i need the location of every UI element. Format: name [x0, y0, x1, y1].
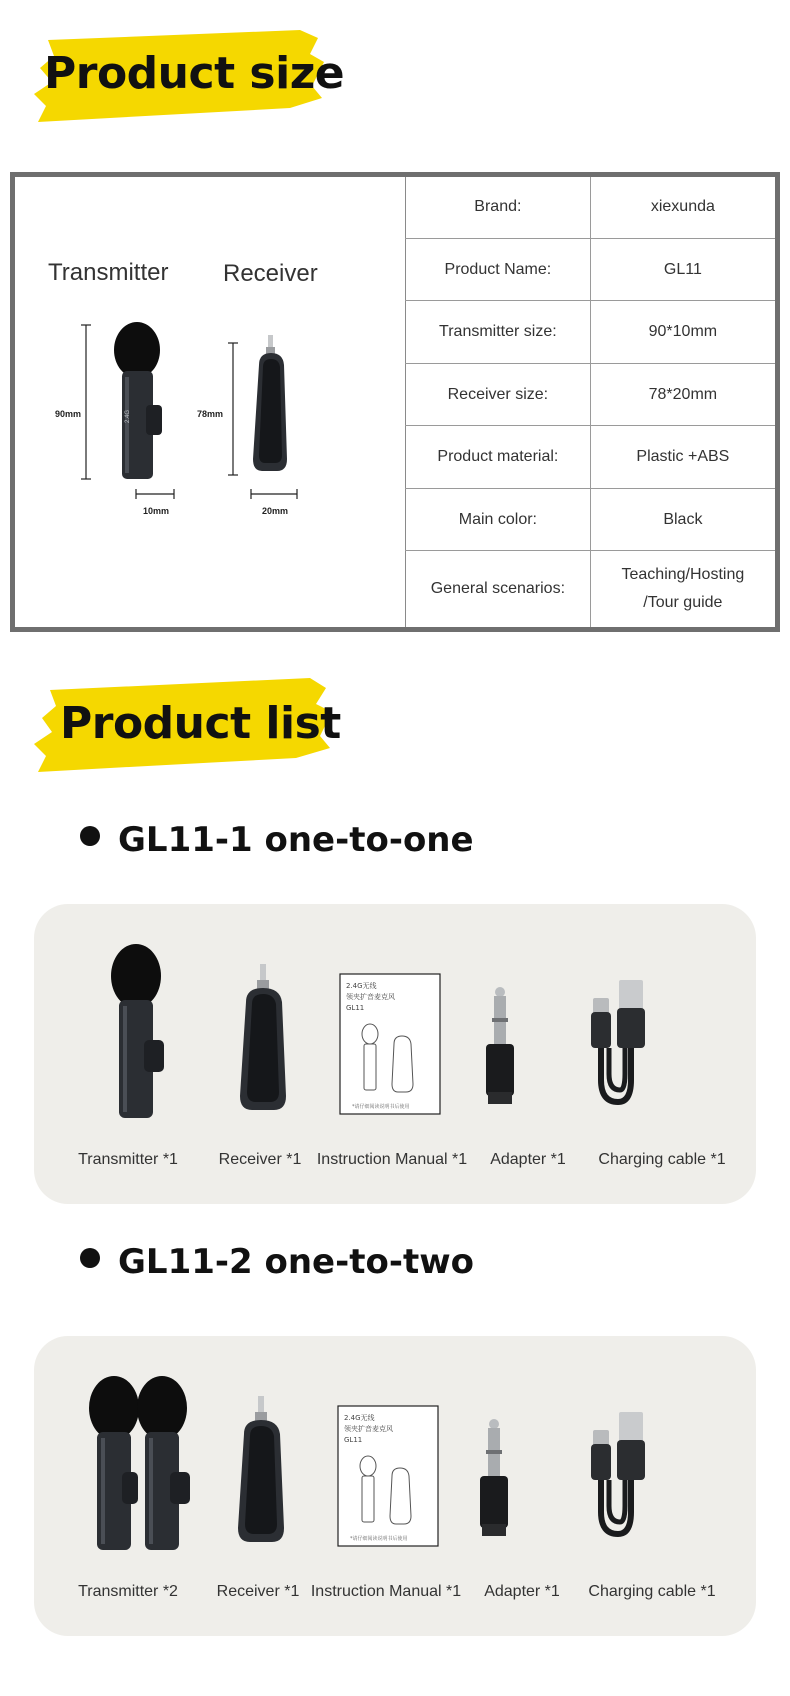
package-item-label: Instruction Manual *1 [310, 1583, 462, 1600]
manual-title-line-2: 领夹扩音麦克风 [346, 993, 395, 1001]
transmitter-device-icon [137, 1376, 190, 1550]
manual-model: GL11 [344, 1436, 363, 1444]
product-list-heading: Product list [60, 698, 341, 749]
package-heading-text: GL11-2 one-to-two [118, 1242, 474, 1282]
package-panel-2 [34, 1336, 756, 1636]
package-item-label: Adapter *1 [490, 1151, 566, 1168]
receiver-height-label: 78mm [197, 409, 224, 419]
package-item-label: Charging cable *1 [588, 1583, 716, 1600]
spec-label: Main color: [406, 488, 591, 550]
manual-title-line-1: 2.4G无线 [346, 982, 377, 990]
transmitter-height-label: 90mm [55, 409, 82, 419]
receiver-device-icon [240, 964, 286, 1110]
adapter-icon [480, 1419, 508, 1536]
spec-value: Plastic +ABS [590, 426, 775, 488]
spec-value: Teaching/Hosting /Tour guide [590, 551, 775, 627]
charging-cable-icon [591, 1412, 645, 1534]
product-list-title-block [30, 676, 350, 776]
package-item-label: Receiver *1 [218, 1151, 302, 1168]
package-item-label: Instruction Manual *1 [316, 1151, 468, 1168]
transmitter-badge-text: 2.4G [125, 409, 131, 423]
manual-footer: *请仔细阅读说明书后使用 [350, 1536, 408, 1542]
spec-label: Transmitter size: [406, 301, 591, 363]
receiver-width-label: 20mm [262, 506, 289, 516]
spec-value: xiexunda [590, 177, 775, 238]
package-item-label: Transmitter *1 [78, 1151, 178, 1168]
charging-cable-icon [591, 980, 645, 1102]
transmitter-device-icon [114, 322, 162, 479]
package-item [34, 904, 756, 1204]
receiver-label: Receiver [223, 260, 318, 287]
bullet-icon [80, 1248, 100, 1268]
transmitter-device-icon [89, 1376, 139, 1550]
spec-value: Black [590, 488, 775, 550]
package-item-label: Transmitter *2 [78, 1583, 178, 1600]
adapter-icon [486, 987, 514, 1104]
spec-value: 78*20mm [590, 363, 775, 425]
dimension-drawing [15, 177, 405, 627]
package-item-label: Charging cable *1 [598, 1151, 726, 1168]
receiver-device-icon [253, 335, 287, 471]
package-heading-2 [80, 1242, 474, 1282]
package-heading-1 [80, 820, 474, 860]
package-item-label: Receiver *1 [216, 1583, 300, 1600]
spec-value: 90*10mm [590, 301, 775, 363]
manual-icon [338, 1406, 438, 1546]
manual-icon [340, 974, 440, 1114]
spec-label: Product Name: [406, 238, 591, 300]
product-size-heading: Product size [44, 48, 345, 99]
receiver-device-icon [238, 1396, 284, 1542]
package-item [34, 1336, 756, 1636]
package-item-label: Adapter *1 [484, 1583, 560, 1600]
spec-value: GL11 [590, 238, 775, 300]
package-panel-1 [34, 904, 756, 1204]
manual-title-line-1: 2.4G无线 [344, 1414, 375, 1422]
size-diagram [15, 177, 405, 627]
transmitter-label: Transmitter [48, 259, 169, 286]
transmitter-width-label: 10mm [143, 506, 170, 516]
package-items-drawing [34, 904, 756, 1144]
manual-footer: *请仔细阅读说明书后使用 [352, 1104, 410, 1110]
spec-label: Brand: [406, 177, 591, 238]
manual-title-line-2: 领夹扩音麦克风 [344, 1425, 393, 1433]
product-size-title-block [30, 28, 345, 128]
spec-label: Receiver size: [406, 363, 591, 425]
spec-table [405, 177, 775, 627]
transmitter-device-icon [111, 944, 164, 1118]
spec-label: Product material: [406, 426, 591, 488]
bullet-icon [80, 826, 100, 846]
package-items-drawing [34, 1336, 756, 1576]
package-heading-text: GL11-1 one-to-one [118, 820, 474, 860]
manual-model: GL11 [346, 1004, 365, 1012]
spec-label: General scenarios: [406, 551, 591, 627]
spec-table-frame [10, 172, 780, 632]
